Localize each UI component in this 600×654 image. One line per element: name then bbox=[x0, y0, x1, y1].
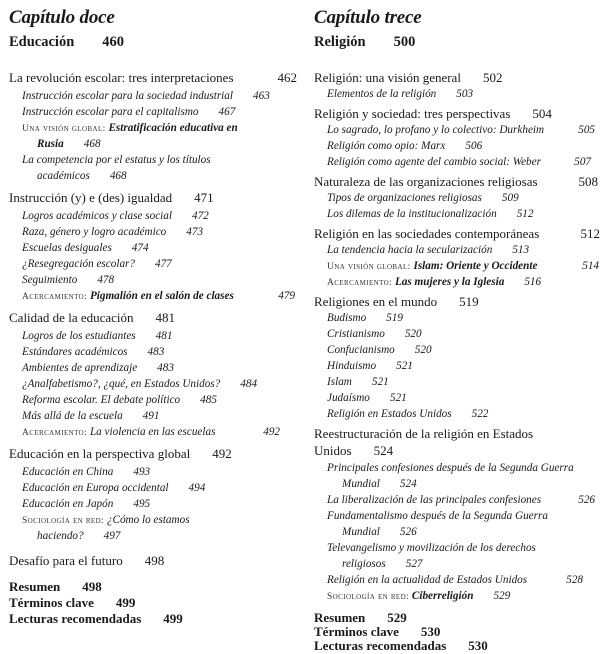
page-number: 492 bbox=[263, 426, 280, 438]
page-number: 484 bbox=[240, 378, 257, 390]
page-number: 483 bbox=[148, 346, 165, 358]
page-number: 514 bbox=[582, 260, 599, 272]
toc-subsection[interactable]: La competencia por el estatus y los títulos bbox=[22, 154, 211, 166]
page-number: 478 bbox=[97, 274, 114, 286]
page-number: 472 bbox=[192, 210, 209, 222]
toc-subsection[interactable]: ¿Resegregación escolar? 477 bbox=[22, 258, 172, 270]
page-number: 462 bbox=[278, 70, 298, 86]
toc-subsection[interactable]: Los dilemas de la institucionalización 512 bbox=[327, 208, 533, 220]
toc-endmatter[interactable]: Lecturas recomendadas 499 bbox=[9, 611, 183, 627]
toc-section-cont[interactable]: Unidos 524 bbox=[314, 443, 393, 459]
page-number: 507 bbox=[574, 156, 591, 168]
page-number: 530 bbox=[421, 624, 441, 640]
page-number: 497 bbox=[104, 530, 121, 542]
page-number: 506 bbox=[465, 140, 482, 152]
feature-label: Una visión global: bbox=[327, 262, 411, 272]
chapter-label: Capítulo doce bbox=[9, 7, 115, 29]
page-number: 500 bbox=[394, 34, 416, 51]
toc-subsection[interactable]: Judaísmo 521 bbox=[327, 392, 407, 404]
page-number: 526 bbox=[400, 526, 417, 538]
page-number: 521 bbox=[372, 376, 389, 388]
toc-subsection[interactable]: Religión en la actualidad de Estados Unidos 528 bbox=[327, 574, 583, 586]
toc-subsection[interactable]: Educación en Japón 495 bbox=[22, 498, 150, 510]
page-number: 512 bbox=[517, 208, 534, 220]
toc-subsection[interactable]: Instrucción escolar para la sociedad industrial 463 bbox=[22, 90, 280, 102]
toc-subsection[interactable]: Logros de los estudiantes 481 bbox=[22, 330, 172, 342]
toc-subsection-cont[interactable]: académicos 468 bbox=[37, 170, 127, 182]
toc-section[interactable]: La revolución escolar: tres interpretaciones 462 bbox=[9, 70, 297, 86]
toc-feature-cont[interactable]: Rusia 468 bbox=[37, 138, 101, 150]
toc-subsection[interactable]: Educación en China 493 bbox=[22, 466, 150, 478]
toc-section[interactable]: Reestructuración de la religión en Estados bbox=[314, 426, 533, 442]
toc-feature[interactable]: Una visión global: Islam: Oriente y Occidente 514 bbox=[327, 260, 599, 272]
page-number: 460 bbox=[102, 34, 124, 51]
toc-section[interactable]: Religión y sociedad: tres perspectivas 504 bbox=[314, 106, 552, 122]
feature-label: Acercamiento: bbox=[22, 292, 87, 302]
page-number: 509 bbox=[502, 192, 519, 204]
toc-section[interactable]: Religiones en el mundo 519 bbox=[314, 294, 479, 310]
feature-label: Acercamiento: bbox=[22, 428, 87, 438]
toc-section[interactable]: Naturaleza de las organizaciones religiosas 508 bbox=[314, 174, 598, 190]
toc-subsection[interactable]: ¿Analfabetismo?, ¿qué, en Estados Unidos? 484 bbox=[22, 378, 257, 390]
toc-subsection[interactable]: Educación en Europa occidental 494 bbox=[22, 482, 205, 494]
page-number: 499 bbox=[116, 595, 136, 611]
page-number: 519 bbox=[386, 312, 403, 324]
toc-endmatter[interactable]: Resumen 498 bbox=[9, 579, 102, 595]
toc-subsection[interactable]: Budismo 519 bbox=[327, 312, 403, 324]
page-number: 528 bbox=[566, 574, 583, 586]
toc-feature-cont[interactable]: haciendo? 497 bbox=[37, 530, 120, 542]
page-number: 520 bbox=[415, 344, 432, 356]
page-number: 492 bbox=[212, 446, 232, 462]
toc-subsection[interactable]: La liberalización de las principales confesiones 526 bbox=[327, 494, 595, 506]
page-number: 468 bbox=[84, 138, 101, 150]
toc-subsection[interactable]: Televangelismo y movilización de los derechos bbox=[327, 542, 536, 554]
toc-subsection[interactable]: Religión como agente del cambio social: Weber 507 bbox=[327, 156, 591, 168]
toc-subsection[interactable]: Confucianismo 520 bbox=[327, 344, 432, 356]
toc-section[interactable]: Desafío para el futuro 498 bbox=[9, 553, 164, 569]
page-number: 502 bbox=[483, 70, 503, 86]
page-number: 471 bbox=[194, 190, 214, 206]
page-number: 519 bbox=[459, 294, 479, 310]
toc-subsection[interactable]: Tipos de organizaciones religiosas 509 bbox=[327, 192, 519, 204]
chapter-title: Educación 460 bbox=[9, 34, 124, 51]
page-number: 499 bbox=[163, 611, 183, 627]
page-number: 508 bbox=[579, 174, 599, 190]
toc-subsection[interactable]: Ambientes de aprendizaje 483 bbox=[22, 362, 174, 374]
page-number: 474 bbox=[132, 242, 149, 254]
page-number: 530 bbox=[468, 638, 488, 654]
page-number: 524 bbox=[374, 443, 394, 459]
toc-endmatter[interactable]: Lecturas recomendadas 530 bbox=[314, 638, 488, 654]
page-number: 468 bbox=[110, 170, 127, 182]
feature-label: Acercamiento: bbox=[327, 278, 392, 288]
toc-section[interactable]: Religión: una visión general 502 bbox=[314, 70, 502, 86]
toc-subsection[interactable]: Lo sagrado, lo profano y lo colectivo: Durkheim 505 bbox=[327, 124, 595, 136]
toc-subsection-cont[interactable]: Mundial 524 bbox=[342, 478, 417, 490]
feature-label: Una visión global: bbox=[22, 124, 106, 134]
page-number: 522 bbox=[472, 408, 489, 420]
toc-feature[interactable]: Sociología en red: Ciberreligión 529 bbox=[327, 590, 510, 602]
toc-subsection[interactable]: Logros académicos y clase social 472 bbox=[22, 210, 209, 222]
page-number: 498 bbox=[82, 579, 102, 595]
page-number: 513 bbox=[512, 244, 529, 256]
page-number: 494 bbox=[189, 482, 206, 494]
page-number: 493 bbox=[133, 466, 150, 478]
toc-subsection[interactable]: Estándares académicos 483 bbox=[22, 346, 164, 358]
toc-subsection[interactable]: Reforma escolar. El debate político 485 bbox=[22, 394, 217, 406]
page-number: 485 bbox=[200, 394, 217, 406]
page-number: 516 bbox=[524, 276, 541, 288]
page-number: 481 bbox=[156, 310, 176, 326]
toc-section[interactable]: Educación en la perspectiva global 492 bbox=[9, 446, 232, 462]
page-number: 467 bbox=[219, 106, 236, 118]
page-number: 526 bbox=[578, 494, 595, 506]
toc-subsection-cont[interactable]: religiosos 527 bbox=[342, 558, 423, 570]
page-number: 495 bbox=[133, 498, 150, 510]
toc-subsection[interactable]: La tendencia hacia la secularización 513 bbox=[327, 244, 529, 256]
page-number: 504 bbox=[532, 106, 552, 122]
toc-subsection[interactable]: Raza, género y logro académico 473 bbox=[22, 226, 203, 238]
toc-subsection[interactable]: Cristianismo 520 bbox=[327, 328, 422, 340]
page-number: 520 bbox=[405, 328, 422, 340]
toc-subsection[interactable]: Religión como opio: Marx 506 bbox=[327, 140, 482, 152]
page-number: 527 bbox=[406, 558, 423, 570]
toc-subsection[interactable]: Principales confesiones después de la Segunda Guerra bbox=[327, 462, 574, 474]
feature-label: Sociología en red: bbox=[22, 516, 104, 526]
toc-endmatter[interactable]: Términos clave 499 bbox=[9, 595, 135, 611]
toc-subsection-cont[interactable]: Mundial 526 bbox=[342, 526, 417, 538]
page-number: 524 bbox=[400, 478, 417, 490]
toc-subsection[interactable]: Religión en Estados Unidos 522 bbox=[327, 408, 488, 420]
toc-subsection[interactable]: Elementos de la religión 503 bbox=[327, 88, 473, 100]
toc-feature[interactable]: Una visión global: Estratificación educativa en bbox=[22, 122, 238, 134]
chapter-label: Capítulo trece bbox=[314, 7, 422, 29]
page-number: 521 bbox=[390, 392, 407, 404]
page-number: 498 bbox=[145, 553, 165, 569]
toc-subsection[interactable]: Escuelas desiguales 474 bbox=[22, 242, 149, 254]
toc-subsection[interactable]: Hinduismo 521 bbox=[327, 360, 413, 372]
page-number: 473 bbox=[186, 226, 203, 238]
toc-subsection[interactable]: Instrucción escolar para el capitalismo 467 bbox=[22, 106, 235, 118]
page-number: 529 bbox=[493, 590, 510, 602]
page-number: 483 bbox=[157, 362, 174, 374]
toc-section[interactable]: Religión en las sociedades contemporáneas 512 bbox=[314, 226, 600, 242]
toc-subsection[interactable]: Islam 521 bbox=[327, 376, 389, 388]
page-number: 481 bbox=[156, 330, 173, 342]
toc-endmatter[interactable]: Resumen 529 bbox=[314, 610, 407, 626]
feature-label: Sociología en red: bbox=[327, 592, 409, 602]
page-number: 505 bbox=[578, 124, 595, 136]
toc-section[interactable]: Instrucción (y) e (des) igualdad 471 bbox=[9, 190, 214, 206]
page-number: 512 bbox=[581, 226, 600, 242]
toc-feature[interactable]: Sociología en red: ¿Cómo lo estamos bbox=[22, 514, 190, 526]
page-number: 529 bbox=[387, 610, 407, 626]
toc-endmatter[interactable]: Términos clave 530 bbox=[314, 624, 440, 640]
toc-subsection[interactable]: Seguimiento 478 bbox=[22, 274, 114, 286]
page-number: 503 bbox=[456, 88, 473, 100]
page-number: 521 bbox=[396, 360, 413, 372]
toc-feature[interactable]: Acercamiento: La violencia en las escuelas 492 bbox=[22, 426, 280, 438]
toc-section[interactable]: Calidad de la educación 481 bbox=[9, 310, 175, 326]
page-number: 479 bbox=[278, 290, 295, 302]
toc-feature[interactable]: Acercamiento: Pigmalión en el salón de clases 479 bbox=[22, 290, 295, 302]
toc-feature[interactable]: Acercamiento: Las mujeres y la Iglesia 516 bbox=[327, 276, 541, 288]
toc-subsection[interactable]: Más allá de la escuela 491 bbox=[22, 410, 159, 422]
chapter-title: Religión 500 bbox=[314, 34, 415, 51]
page-number: 491 bbox=[143, 410, 160, 422]
toc-subsection[interactable]: Fundamentalismo después de la Segunda Guerra bbox=[327, 510, 548, 522]
page-number: 463 bbox=[253, 90, 270, 102]
page-number: 477 bbox=[155, 258, 172, 270]
